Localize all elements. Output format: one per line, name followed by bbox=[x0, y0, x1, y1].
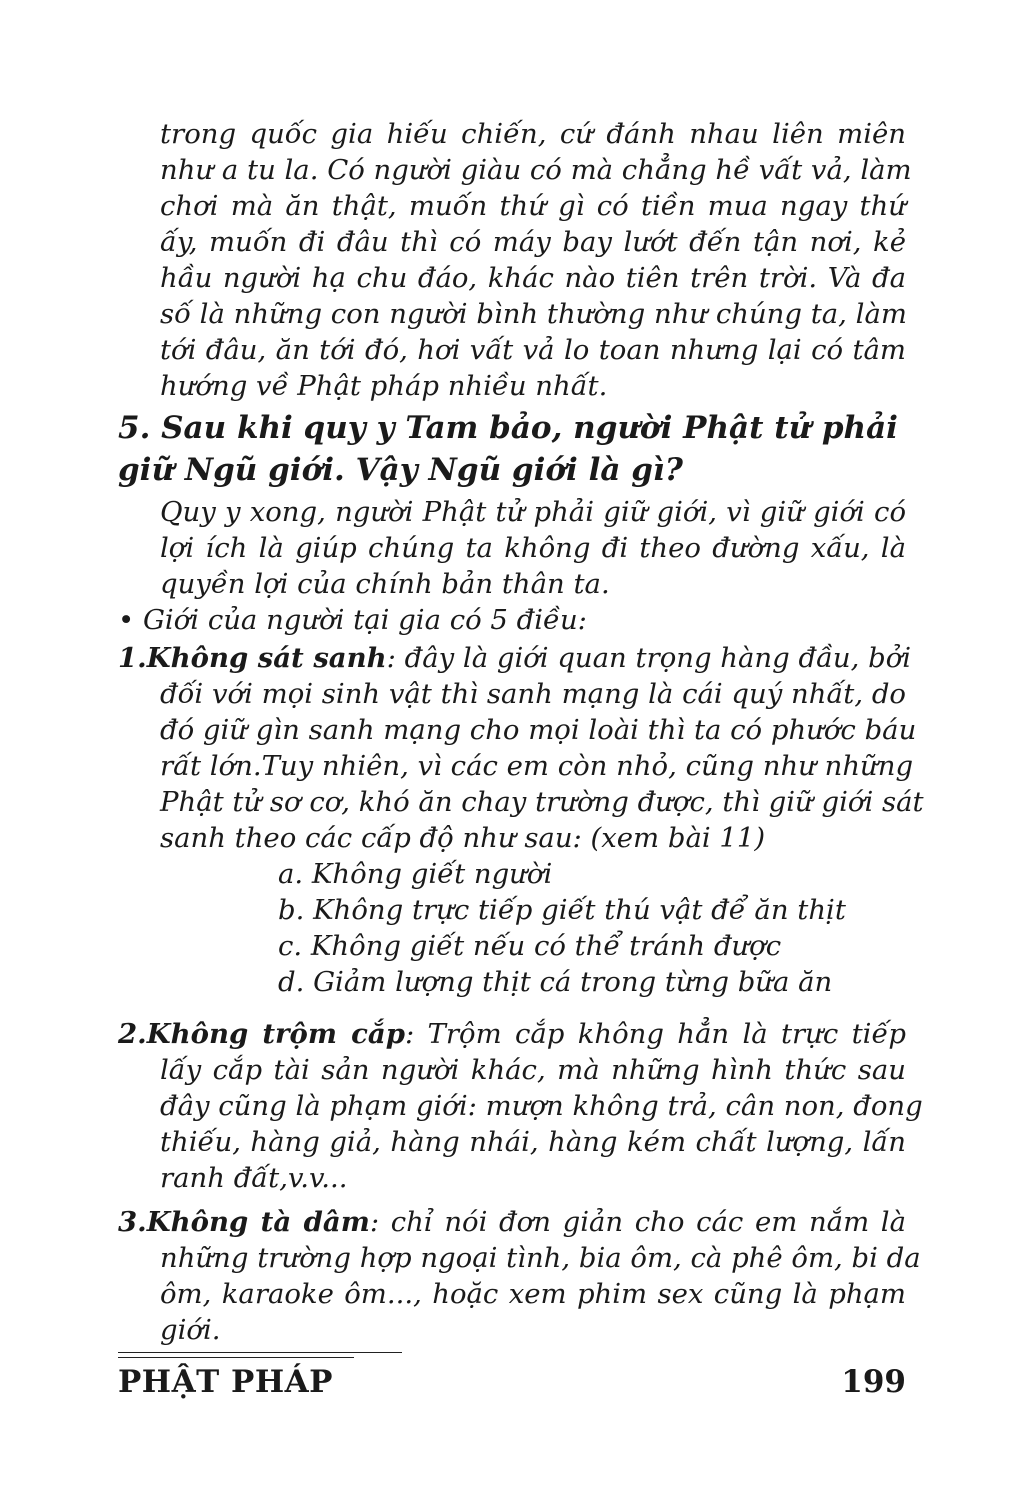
question-heading-line-2: giữ Ngũ giới. Vậy Ngũ giới là gì? bbox=[118, 452, 683, 488]
answer-line-2: lợi ích là giúp chúng ta không đi theo đường xấu, là bbox=[160, 532, 906, 564]
precept-1-number: 1. bbox=[118, 642, 147, 674]
precept-2-line-5: ranh đất,v.v... bbox=[160, 1162, 348, 1194]
precepts-intro-bullet: • Giới của người tại gia có 5 điều: bbox=[118, 604, 587, 636]
intro-line-7: tới đâu, ăn tới đó, hơi vất vả lo toan nhưng lại có tâm bbox=[160, 334, 906, 366]
intro-line-4: ấy, muốn đi đâu thì có máy bay lướt đến tận nơi, kẻ bbox=[160, 226, 906, 258]
intro-line-5: hầu người hạ chu đáo, khác nào tiên trên trời. Và đa bbox=[160, 262, 906, 294]
precept-1-line-6: sanh theo các cấp độ như sau: (xem bài 11) bbox=[160, 822, 766, 854]
precept-3-first-rest: : chỉ nói đơn giản cho các em nắm là bbox=[369, 1206, 906, 1238]
level-d: d. Giảm lượng thịt cá trong từng bữa ăn bbox=[278, 966, 833, 998]
precept-2-line-4: thiếu, hàng giả, hàng nhái, hàng kém chất lượng, lấn bbox=[160, 1126, 906, 1158]
footer-book-title: PHẬT PHÁP bbox=[118, 1364, 333, 1400]
page-number: 199 bbox=[841, 1364, 906, 1400]
precept-2-first-line bbox=[118, 1016, 906, 1052]
precept-2-line-3: đây cũng là phạm giới: mượn không trả, cân non, đong bbox=[160, 1090, 923, 1122]
question-heading-line-1: 5. Sau khi quy y Tam bảo, người Phật tử phải bbox=[118, 410, 898, 446]
intro-line-6: số là những con người bình thường như chúng ta, làm bbox=[160, 298, 907, 330]
precept-1-line-4: rất lớn.Tuy nhiên, vì các em còn nhỏ, cũng như những bbox=[160, 750, 914, 782]
answer-line-1: Quy y xong, người Phật tử phải giữ giới, vì giữ giới có bbox=[160, 496, 906, 528]
precept-2-term: Không trộm cắp bbox=[146, 1018, 405, 1050]
precept-1-first-line bbox=[118, 640, 912, 676]
precept-2-line-2: lấy cắp tài sản người khác, mà những hình thức sau bbox=[160, 1054, 906, 1086]
precept-3-term: Không tà dâm bbox=[146, 1206, 370, 1238]
answer-line-3: quyền lợi của chính bản thân ta. bbox=[160, 568, 610, 600]
precept-2-number: 2. bbox=[118, 1018, 147, 1050]
level-b: b. Không trực tiếp giết thú vật để ăn thịt bbox=[278, 894, 846, 926]
precept-3-line-2: những trường hợp ngoại tình, bia ôm, cà phê ôm, bi da bbox=[160, 1242, 921, 1274]
intro-line-2: như a tu la. Có người giàu có mà chẳng hề vất vả, làm bbox=[160, 154, 912, 186]
precept-3-number: 3. bbox=[118, 1206, 147, 1238]
intro-line-1: trong quốc gia hiếu chiến, cứ đánh nhau liên miên bbox=[160, 118, 906, 150]
level-a: a. Không giết người bbox=[278, 858, 553, 890]
intro-line-8: hướng về Phật pháp nhiều nhất. bbox=[160, 370, 608, 402]
footer-rule-top bbox=[118, 1352, 402, 1353]
precept-1-first-rest: : đây là giới quan trọng hàng đầu, bởi bbox=[386, 642, 912, 674]
intro-line-3: chơi mà ăn thật, muốn thứ gì có tiền mua ngay thứ bbox=[160, 190, 906, 222]
precept-1-term: Không sát sanh bbox=[146, 642, 387, 674]
precept-3-line-4: giới. bbox=[160, 1314, 221, 1346]
footer-rule-bottom bbox=[118, 1357, 354, 1358]
level-c: c. Không giết nếu có thể tránh được bbox=[278, 930, 782, 962]
precept-1-line-3: đó giữ gìn sanh mạng cho mọi loài thì ta có phước báu bbox=[160, 714, 917, 746]
precept-3-line-3: ôm, karaoke ôm..., hoặc xem phim sex cũng là phạm bbox=[160, 1278, 906, 1310]
precept-1-line-5: Phật tử sơ cơ, khó ăn chay trường được, thì giữ giới sát bbox=[160, 786, 924, 818]
precept-1-line-2: đối với mọi sinh vật thì sanh mạng là cái quý nhất, do bbox=[160, 678, 906, 710]
precept-3-first-line bbox=[118, 1204, 906, 1240]
precept-2-first-rest: : Trộm cắp không hẳn là trực tiếp bbox=[404, 1018, 906, 1050]
